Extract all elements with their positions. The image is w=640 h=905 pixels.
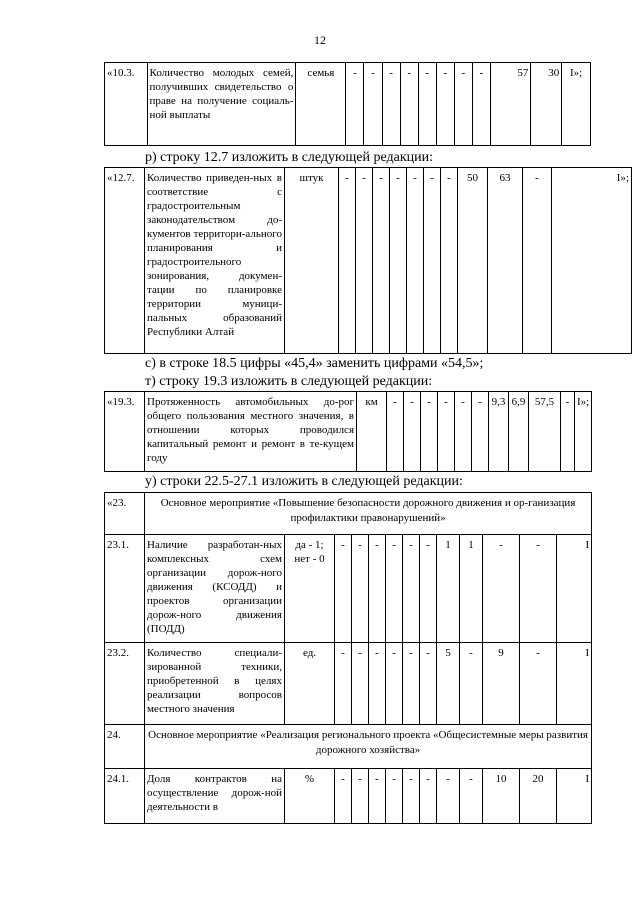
- indicator-name: Доля контрактов на осуществление дорож-ной деятельности в: [145, 769, 285, 824]
- instruction-s: с) в строке 18.5 цифры «45,4» заменить цифрами «54,5»;: [145, 356, 484, 371]
- row-number: «19.3.: [105, 392, 145, 472]
- value-cell: -: [369, 535, 386, 643]
- value-cell: -: [335, 769, 352, 824]
- value-cell: -: [403, 643, 420, 725]
- value-cell: 9,3: [489, 392, 509, 472]
- value-cell: -: [460, 643, 483, 725]
- value-cell: 5: [437, 643, 460, 725]
- table-row: [105, 493, 592, 535]
- value-cell: -: [438, 392, 455, 472]
- page-number: 12: [314, 33, 326, 47]
- value-cell: -: [407, 168, 424, 354]
- value-cell: -: [386, 769, 403, 824]
- unit: штук: [285, 168, 339, 354]
- value-cell: -: [369, 769, 386, 824]
- value-cell: -: [386, 535, 403, 643]
- row-number: 24.: [105, 725, 145, 769]
- value-cell: -: [364, 63, 382, 146]
- indicator-name: Количество специали-зированной техники, приобретенной в целях реализации вопросов местного значения: [145, 643, 285, 725]
- unit: км: [357, 392, 387, 472]
- table-row: [105, 535, 592, 643]
- unit: да - 1; нет - 0: [285, 535, 335, 643]
- value-cell: -: [404, 392, 421, 472]
- value-cell: 20: [520, 769, 557, 824]
- value-cell: -: [400, 63, 418, 146]
- value-cell: -: [455, 392, 472, 472]
- value-cell: -: [386, 643, 403, 725]
- value-cell: -: [472, 63, 490, 146]
- table-row-19-3: [104, 391, 592, 472]
- value-cell: I»;: [562, 63, 591, 146]
- value-cell: I»;: [575, 392, 592, 472]
- value-cell: -: [346, 63, 364, 146]
- value-cell: I»;: [552, 168, 632, 354]
- value-cell: -: [441, 168, 458, 354]
- value-cell: -: [421, 392, 438, 472]
- row-number: 23.1.: [105, 535, 145, 643]
- value-cell: 10: [483, 769, 520, 824]
- value-cell: -: [420, 769, 437, 824]
- value-cell: 30: [531, 63, 562, 146]
- value-cell: 1: [460, 535, 483, 643]
- unit: ед.: [285, 643, 335, 725]
- instruction-u: у) строки 22.5-27.1 изложить в следующей редакции:: [145, 474, 463, 489]
- table-row-12-7: [104, 167, 632, 354]
- section-title: Основное мероприятие «Повышение безопасности дорожного движения и ор-ганизация профилактики правонарушений»: [145, 493, 592, 535]
- value-cell: 63: [488, 168, 523, 354]
- value-cell: -: [420, 535, 437, 643]
- value-cell: I: [557, 769, 592, 824]
- value-cell: -: [561, 392, 575, 472]
- row-number: «12.7.: [105, 168, 145, 354]
- value-cell: -: [352, 769, 369, 824]
- value-cell: -: [403, 769, 420, 824]
- value-cell: -: [403, 535, 420, 643]
- table-row: [105, 643, 592, 725]
- value-cell: I: [557, 643, 592, 725]
- value-cell: -: [424, 168, 441, 354]
- value-cell: -: [335, 643, 352, 725]
- value-cell: 9: [483, 643, 520, 725]
- value-cell: 6,9: [509, 392, 529, 472]
- value-cell: -: [339, 168, 356, 354]
- value-cell: -: [390, 168, 407, 354]
- unit: семья: [296, 63, 346, 146]
- row-number: 24.1.: [105, 769, 145, 824]
- value-cell: -: [523, 168, 552, 354]
- value-cell: -: [520, 643, 557, 725]
- unit: %: [285, 769, 335, 824]
- value-cell: -: [454, 63, 472, 146]
- value-cell: -: [352, 535, 369, 643]
- value-cell: -: [418, 63, 436, 146]
- value-cell: -: [387, 392, 404, 472]
- value-cell: 57: [491, 63, 531, 146]
- indicator-name: Количество молодых семей, получивших свидетельство о праве на получение социаль-ной выплаты: [147, 63, 296, 146]
- row-number: «10.3.: [105, 63, 148, 146]
- value-cell: -: [437, 769, 460, 824]
- value-cell: 50: [458, 168, 488, 354]
- value-cell: -: [420, 643, 437, 725]
- indicator-name: Количество приведен-ных в соответствие с градостроительным законодательством до-кументов территори-ального планирования и градостроительного зонирования, докумен-тации по планировке территории муници-пальных образований Республики Алтай: [145, 168, 285, 354]
- value-cell: -: [472, 392, 489, 472]
- value-cell: -: [369, 643, 386, 725]
- value-cell: 57,5: [529, 392, 561, 472]
- section-title: Основное мероприятие «Реализация регионального проекта «Общесистемные меры развития дорожного хозяйства»: [145, 725, 592, 769]
- row-number: 23.2.: [105, 643, 145, 725]
- table-row-10-3: [104, 62, 591, 146]
- instruction-t: т) строку 19.3 изложить в следующей редакции:: [145, 374, 433, 389]
- value-cell: -: [373, 168, 390, 354]
- instruction-p: р) строку 12.7 изложить в следующей редакции:: [145, 150, 434, 165]
- value-cell: -: [356, 168, 373, 354]
- value-cell: -: [352, 643, 369, 725]
- value-cell: -: [483, 535, 520, 643]
- value-cell: I: [557, 535, 592, 643]
- value-cell: -: [520, 535, 557, 643]
- table-row: [105, 769, 592, 824]
- indicator-name: Протяженность автомобильных до-рог общего пользования местного значения, в отношении которых проводился капитальный ремонт и ремонт в те-кущем году: [145, 392, 357, 472]
- indicator-name: Наличие разработан-ных комплексных схем организации дорож-ного движения (КСОДД) и проектов организации дорож-ного движения (ПОДД): [145, 535, 285, 643]
- table-row: [105, 725, 592, 769]
- row-number: «23.: [105, 493, 145, 535]
- value-cell: -: [436, 63, 454, 146]
- table-rows-23-24: [104, 492, 592, 824]
- value-cell: -: [335, 535, 352, 643]
- value-cell: 1: [437, 535, 460, 643]
- value-cell: -: [382, 63, 400, 146]
- value-cell: -: [460, 769, 483, 824]
